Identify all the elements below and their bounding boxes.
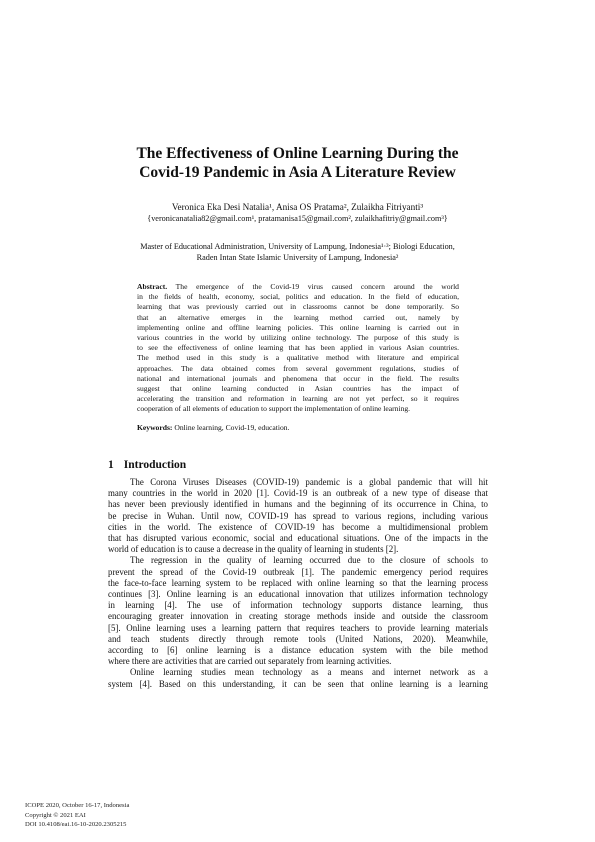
keywords (137, 423, 459, 433)
abstract-label: Abstract. (137, 282, 168, 291)
affiliation-line-2: Raden Intan State Islamic University of Lampung, Indonesia² (196, 253, 399, 262)
section-number: 1 (108, 459, 114, 471)
section-heading (108, 458, 186, 472)
abstract-line: various countries in the world by utilizing online technology. The purpose of this study is (137, 333, 459, 343)
abstract-line: approaches. The data obtained comes from several government regulations, studies of (137, 363, 459, 373)
abstract-line (137, 282, 459, 292)
body-line: be precise in Wuhan. Until now, COVID-19 has spread to various regions, including various (108, 510, 488, 521)
keywords-label: Keywords: (137, 423, 173, 432)
body-line: encouraging greater innovation in creating storage methods inside and outside the classroom (108, 611, 488, 622)
title-line-2: Covid-19 Pandemic in Asia A Literature Review (139, 164, 456, 181)
keywords-text: Online learning, Covid-19, education. (174, 423, 290, 432)
body-line: has never been previously identified in humans and the beginning of its occurrence in China, to (108, 499, 488, 510)
affiliation (60, 241, 535, 263)
affiliation-line-1: Master of Educational Administration, University of Lampung, Indonesia¹·³; Biologi Education, (140, 242, 455, 251)
abstract-text: The emergence of the Covid-19 virus caused concern around the world (175, 282, 459, 291)
body-line: The regression in the quality of learning occurred due to the closure of schools to (130, 555, 488, 566)
abstract-line: in the fields of health, economy, social, politics and education. In the field of education, (137, 292, 459, 302)
body-line: and teach students directly through remote tools (United Nations, 2020). Meanwhile, (108, 633, 488, 644)
body-line: Online learning studies mean technology as a means and internet network as a (130, 667, 488, 678)
body-line: continues [3]. Online learning is an educational innovation that utilizes information technology (108, 589, 488, 600)
body-line: where there are activities that are carried out separately from learning activities. (108, 656, 392, 667)
body-line: system [4]. Based on this understanding, it can be seen that online learning is a learning (108, 678, 488, 689)
abstract-line: cooperation of all elements of education to support the implementation of online learning. (137, 404, 411, 414)
abstract-line: learning that was previously carried out in classrooms cannot be done temporarily. So (137, 302, 459, 312)
section-title: Introduction (123, 459, 187, 471)
abstract-line: to see the effectiveness of online learning that has been applied in various Asian countries. (137, 343, 459, 353)
title-line-1: The Effectiveness of Online Learning During the (136, 145, 459, 162)
abstract-line: national and international journals and phenomena that occur in the field. The results (137, 373, 459, 383)
body-line: prevent the spread of the Covid-19 outbreak [1]. The pandemic emergency period requires (108, 566, 488, 577)
body-line: [5]. Online learning uses a learning pattern that requires teachers to provide learning materials (108, 622, 488, 633)
author-list: Veronica Eka Desi Natalia¹, Anisa OS Pratama², Zulaikha Fitriyanti³ (171, 202, 424, 212)
footer-doi: DOI 10.4108/eai.16-10-2020.2305215 (25, 821, 127, 828)
abstract-line: implementing online and offline learning policies. This online learning is carried out in (137, 322, 459, 332)
paper-title (100, 144, 495, 182)
body-line: cities in the world. The existence of COVID-19 has become a multidimensional problem (108, 521, 488, 532)
author-emails: {veronicanatalia82@gmail.com¹, pratamanisa15@gmail.com², zulaikhafitriy@gmail.com³} (147, 214, 448, 223)
abstract-line: that an alternative emerges in the learning method carried out, namely by (137, 312, 459, 322)
body-line: in learning [4]. The use of information technology supports distance learning, thus (108, 600, 488, 611)
body-line: according to [6] online learning is a distance education system with the bile method (108, 645, 488, 656)
body-line: world of education is to cause a decrease in the quality of learning in students [2]. (108, 544, 399, 555)
abstract-line: The method used in this study is a qualitative method with literature and empirical (137, 353, 459, 363)
body-line: The Corona Viruses Diseases (COVID-19) pandemic is a global pandemic that will hit (130, 477, 488, 487)
body-line: many countries in the world in 2020 [1]. Covid-19 is an outbreak of a new type of disease that (108, 488, 488, 499)
body-line: that has disrupted various economic, social and educational situations. One of the impacts in the (108, 533, 488, 544)
abstract-line: suggest that online learning conducted in Asian countries has the impact of (137, 384, 459, 394)
body-line: the face-to-face learning system to be replaced with online learning so that the learning process (108, 577, 488, 588)
abstract-line: accelerating the transition and reformation in learning are not yet perfect, so it requires (137, 394, 459, 404)
abstract (137, 282, 459, 415)
footer-conference: ICOPE 2020, October 16-17, Indonesia (25, 802, 130, 809)
footer-copyright: Copyright © 2021 EAI (25, 811, 86, 819)
body-text (108, 477, 488, 690)
page-footer (25, 801, 225, 830)
